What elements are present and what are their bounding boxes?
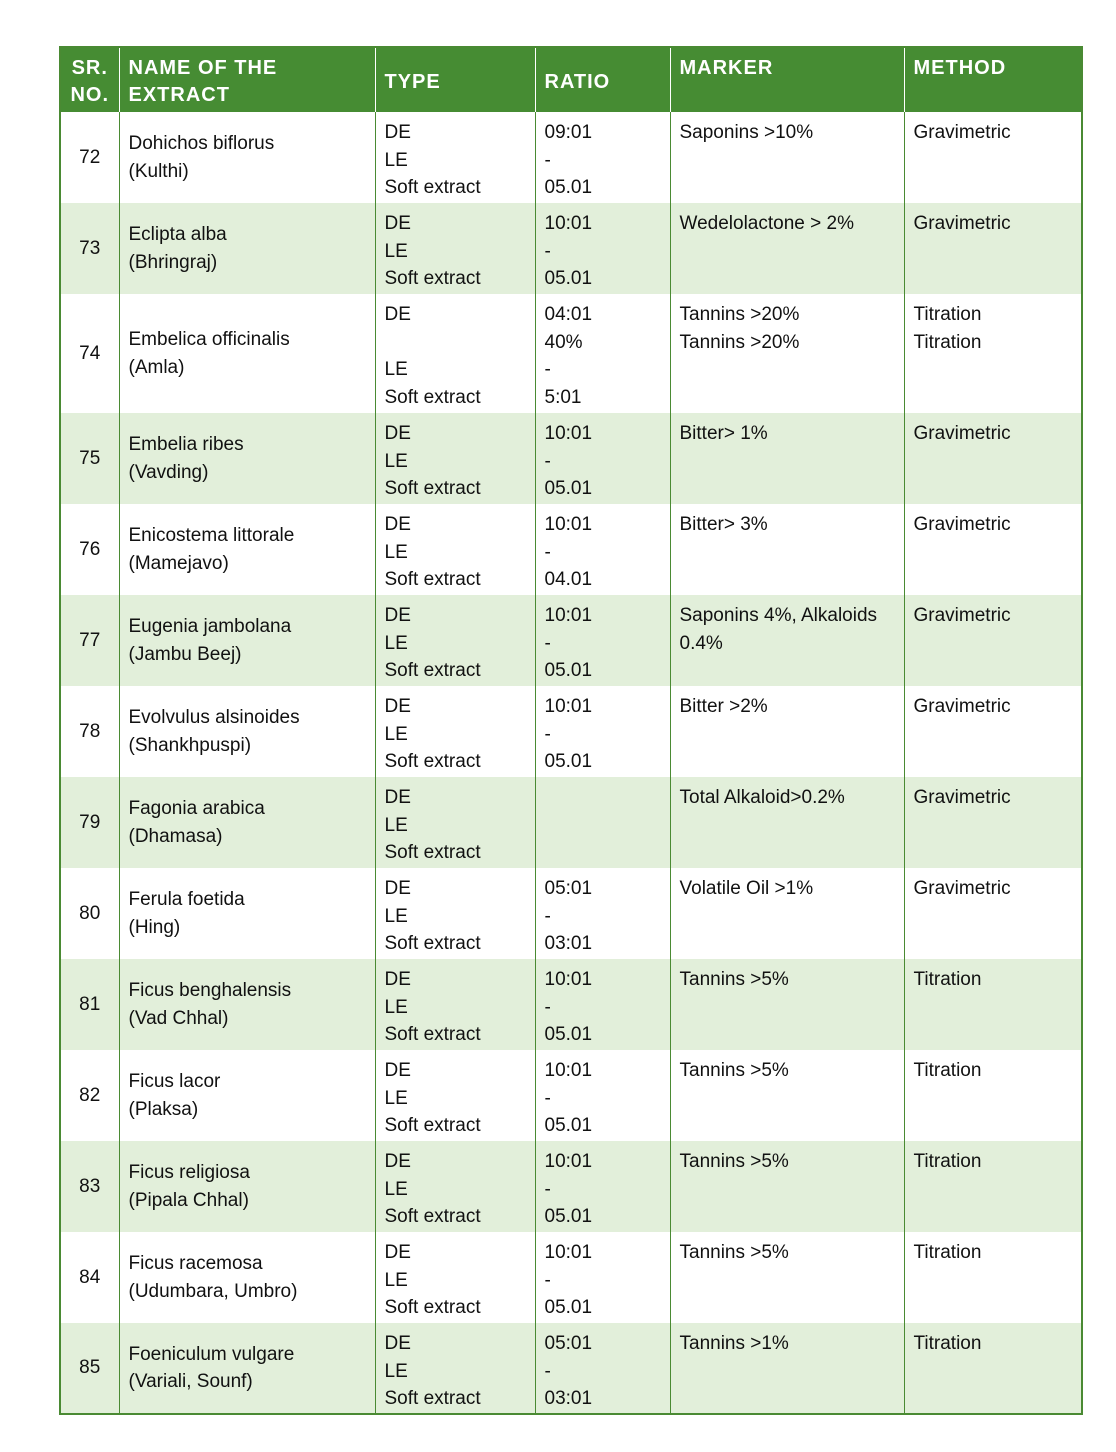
cell-type: DE LE Soft extract bbox=[375, 294, 535, 413]
cell-sr-no: 85 bbox=[60, 1323, 119, 1414]
cell-extract-name: Fagonia arabica (Dhamasa) bbox=[119, 777, 375, 868]
cell-method: Gravimetric bbox=[904, 413, 1082, 504]
cell-type: DE LE Soft extract bbox=[375, 777, 535, 868]
cell-extract-name: Dohichos biflorus (Kulthi) bbox=[119, 112, 375, 203]
cell-marker: Tannins >20% Tannins >20% bbox=[670, 294, 904, 413]
table-row bbox=[60, 413, 1082, 504]
cell-type: DE LE Soft extract bbox=[375, 112, 535, 203]
cell-marker: Saponins 4%, Alkaloids 0.4% bbox=[670, 595, 904, 686]
cell-marker: Bitter >2% bbox=[670, 686, 904, 777]
header-method: METHOD bbox=[904, 47, 1082, 112]
table-row bbox=[60, 504, 1082, 595]
cell-extract-name: Embelica officinalis (Amla) bbox=[119, 294, 375, 413]
cell-sr-no: 81 bbox=[60, 959, 119, 1050]
cell-sr-no: 73 bbox=[60, 203, 119, 294]
cell-extract-name: Eugenia jambolana (Jambu Beej) bbox=[119, 595, 375, 686]
table-row bbox=[60, 1323, 1082, 1414]
cell-sr-no: 80 bbox=[79, 902, 101, 924]
cell-extract-name: Ficus benghalensis (Vad Chhal) bbox=[119, 959, 375, 1050]
cell-marker: Tannins >5% bbox=[670, 1232, 904, 1323]
cell-method: Titration bbox=[904, 1232, 1082, 1323]
cell-sr-no: 76 bbox=[79, 538, 101, 560]
cell-sr-no: 83 bbox=[60, 1141, 119, 1232]
cell-method: Gravimetric bbox=[904, 112, 1082, 203]
cell-ratio: 10:01 - 05.01 bbox=[535, 959, 670, 1050]
table-row bbox=[60, 112, 1082, 203]
cell-type: DE LE Soft extract bbox=[375, 413, 535, 504]
cell-type: DE LE Soft extract bbox=[375, 1323, 535, 1414]
table-row bbox=[60, 959, 1082, 1050]
table-row bbox=[60, 1141, 1082, 1232]
cell-marker: Volatile Oil >1% bbox=[670, 868, 904, 959]
cell-sr-no: 75 bbox=[60, 413, 119, 504]
cell-method: Gravimetric bbox=[904, 203, 1082, 294]
cell-extract-name: Foeniculum vulgare (Variali, Sounf) bbox=[119, 1323, 375, 1414]
table-row bbox=[60, 595, 1082, 686]
cell-ratio: 10:01 - 05.01 bbox=[535, 1232, 670, 1323]
table-row bbox=[60, 868, 1082, 959]
table-header-row bbox=[60, 47, 1082, 112]
cell-marker: Saponins >10% bbox=[670, 112, 904, 203]
cell-method: Gravimetric bbox=[904, 504, 1082, 595]
cell-method: Titration bbox=[904, 1323, 1082, 1414]
table-row bbox=[60, 686, 1082, 777]
cell-type: DE LE Soft extract bbox=[375, 959, 535, 1050]
cell-type: DE LE Soft extract bbox=[375, 595, 535, 686]
cell-method: Gravimetric bbox=[904, 686, 1082, 777]
cell-extract-name: Ferula foetida (Hing) bbox=[119, 868, 375, 959]
cell-extract-name: Ficus racemosa (Udumbara, Umbro) bbox=[119, 1232, 375, 1323]
cell-method: Titration bbox=[904, 1141, 1082, 1232]
cell-ratio: 04:01 40% - 5:01 bbox=[535, 294, 670, 413]
cell-type: DE LE Soft extract bbox=[375, 504, 535, 595]
cell-ratio bbox=[535, 777, 670, 868]
cell-extract-name: Evolvulus alsinoides (Shankhpuspi) bbox=[119, 686, 375, 777]
header-ratio: RATIO bbox=[535, 47, 670, 112]
cell-type: DE LE Soft extract bbox=[375, 203, 535, 294]
cell-ratio: 10:01 - 05.01 bbox=[535, 203, 670, 294]
cell-ratio: 05:01 - 03:01 bbox=[535, 868, 670, 959]
cell-marker: Bitter> 3% bbox=[670, 504, 904, 595]
cell-extract-name: Ficus religiosa (Pipala Chhal) bbox=[119, 1141, 375, 1232]
cell-marker: Tannins >5% bbox=[670, 959, 904, 1050]
cell-type: DE LE Soft extract bbox=[375, 868, 535, 959]
cell-ratio: 10:01 - 05.01 bbox=[535, 1050, 670, 1141]
cell-type: DE LE Soft extract bbox=[375, 1141, 535, 1232]
cell-marker: Tannins >5% bbox=[670, 1141, 904, 1232]
cell-type: DE LE Soft extract bbox=[375, 1232, 535, 1323]
cell-sr-no: 78 bbox=[79, 720, 101, 742]
cell-sr-no: 79 bbox=[60, 777, 119, 868]
cell-sr-no: 84 bbox=[79, 1266, 101, 1288]
cell-type: DE LE Soft extract bbox=[375, 1050, 535, 1141]
table-row bbox=[60, 777, 1082, 868]
table-row bbox=[60, 203, 1082, 294]
cell-ratio: 10:01 - 05.01 bbox=[535, 686, 670, 777]
cell-marker: Bitter> 1% bbox=[670, 413, 904, 504]
cell-method: Titration bbox=[904, 1050, 1082, 1141]
cell-marker: Tannins >1% bbox=[670, 1323, 904, 1414]
cell-ratio: 10:01 - 05.01 bbox=[535, 595, 670, 686]
header-name-of-extract: NAME OF THE EXTRACT bbox=[119, 47, 375, 112]
table-row bbox=[60, 1050, 1082, 1141]
cell-ratio: 09:01 - 05.01 bbox=[535, 112, 670, 203]
cell-marker: Total Alkaloid>0.2% bbox=[670, 777, 904, 868]
cell-ratio: 10:01 - 05.01 bbox=[535, 413, 670, 504]
table-body bbox=[60, 112, 1082, 1414]
header-sr-no: SR. NO. bbox=[60, 47, 119, 112]
cell-method: Titration bbox=[904, 959, 1082, 1050]
header-type: TYPE bbox=[375, 47, 535, 112]
cell-ratio: 05:01 - 03:01 bbox=[535, 1323, 670, 1414]
cell-extract-name: Eclipta alba (Bhringraj) bbox=[119, 203, 375, 294]
cell-sr-no: 82 bbox=[79, 1084, 101, 1106]
cell-sr-no: 77 bbox=[60, 595, 119, 686]
cell-extract-name: Embelia ribes (Vavding) bbox=[119, 413, 375, 504]
table-row bbox=[60, 294, 1082, 413]
cell-type: DE LE Soft extract bbox=[375, 686, 535, 777]
cell-marker: Wedelolactone > 2% bbox=[670, 203, 904, 294]
cell-marker: Tannins >5% bbox=[670, 1050, 904, 1141]
header-marker: MARKER bbox=[670, 47, 904, 112]
extracts-table bbox=[59, 46, 1083, 1415]
cell-method: Titration Titration bbox=[904, 294, 1082, 413]
cell-ratio: 10:01 - 04.01 bbox=[535, 504, 670, 595]
cell-method: Gravimetric bbox=[904, 777, 1082, 868]
cell-ratio: 10:01 - 05.01 bbox=[535, 1141, 670, 1232]
cell-extract-name: Enicostema littorale (Mamejavo) bbox=[119, 504, 375, 595]
cell-extract-name: Ficus lacor (Plaksa) bbox=[119, 1050, 375, 1141]
cell-sr-no: 74 bbox=[79, 342, 101, 364]
table-row bbox=[60, 1232, 1082, 1323]
cell-method: Gravimetric bbox=[904, 595, 1082, 686]
cell-sr-no: 72 bbox=[79, 146, 101, 168]
cell-method: Gravimetric bbox=[904, 868, 1082, 959]
